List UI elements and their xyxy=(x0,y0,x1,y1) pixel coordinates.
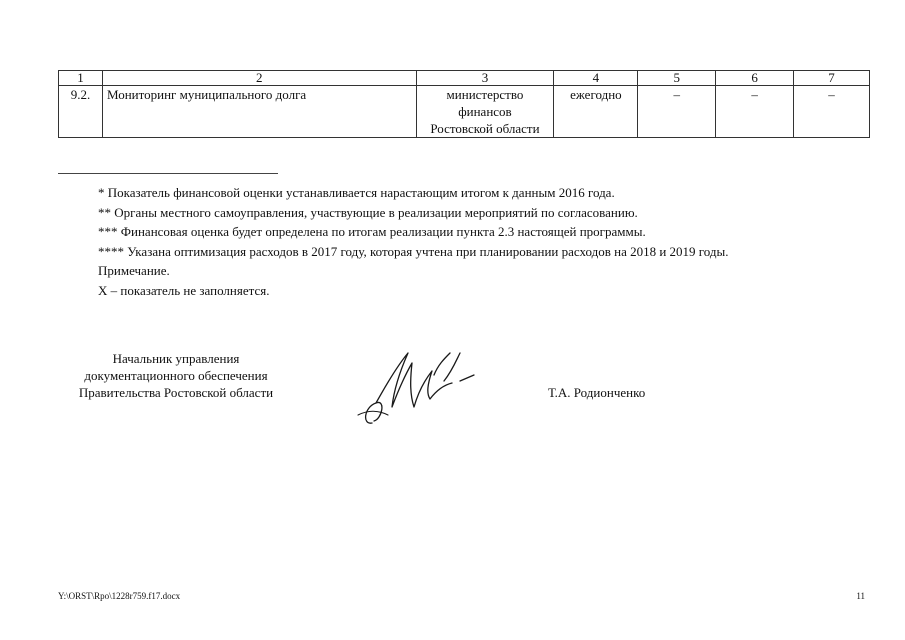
footnote-4: **** Указана оптимизация расходов в 2017 году, которая учтена при планировании расходов на 2018 и 2019 годы. xyxy=(98,243,729,259)
position-line: Начальник управления xyxy=(112,351,240,366)
col7-cell: – xyxy=(794,86,870,138)
footnotes xyxy=(98,183,868,301)
header-cell: 2 xyxy=(102,71,416,86)
note-heading: Примечание. xyxy=(98,263,170,279)
file-path: Y:\ORST\Rpo\1228r759.f17.docx xyxy=(58,591,181,601)
position-line: Правительства Ростовской области xyxy=(78,385,274,400)
header-cell: 4 xyxy=(554,71,638,86)
executor-line: Ростовской области xyxy=(430,121,540,136)
note-text: Х – показатель не заполняется. xyxy=(98,282,270,298)
header-cell: 7 xyxy=(794,71,870,86)
col6-cell: – xyxy=(716,86,794,138)
header-cell: 6 xyxy=(716,71,794,86)
table-header-row xyxy=(59,71,870,86)
period-cell: ежегодно xyxy=(554,86,638,138)
footnote-2: ** Органы местного самоуправления, участвующие в реализации мероприятий по согласованию. xyxy=(98,204,638,220)
header-cell: 3 xyxy=(416,71,554,86)
executor-line: министерство xyxy=(446,87,524,102)
program-table xyxy=(58,70,870,138)
header-cell: 1 xyxy=(59,71,103,86)
footnote-3: *** Финансовая оценка будет определена по итогам реализации пункта 2.3 настоящей программы. xyxy=(98,224,646,240)
header-cell: 5 xyxy=(638,71,716,86)
col5-cell: – xyxy=(638,86,716,138)
footnote-1: * Показатель финансовой оценки устанавливается нарастающим итогом к данным 2016 года. xyxy=(98,185,615,200)
position-line: документационного обеспечения xyxy=(84,368,268,383)
activity-name: Мониторинг муниципального долга xyxy=(102,86,416,138)
table-row xyxy=(59,86,870,138)
page-number: 11 xyxy=(856,591,865,601)
signatory-position xyxy=(58,350,294,401)
signatory-name: Т.А. Родионченко xyxy=(548,385,646,400)
executor-cell xyxy=(416,86,554,138)
executor-line: финансов xyxy=(458,104,512,119)
row-number: 9.2. xyxy=(59,86,103,138)
footnote-separator xyxy=(58,173,278,174)
handwritten-signature xyxy=(352,345,482,433)
